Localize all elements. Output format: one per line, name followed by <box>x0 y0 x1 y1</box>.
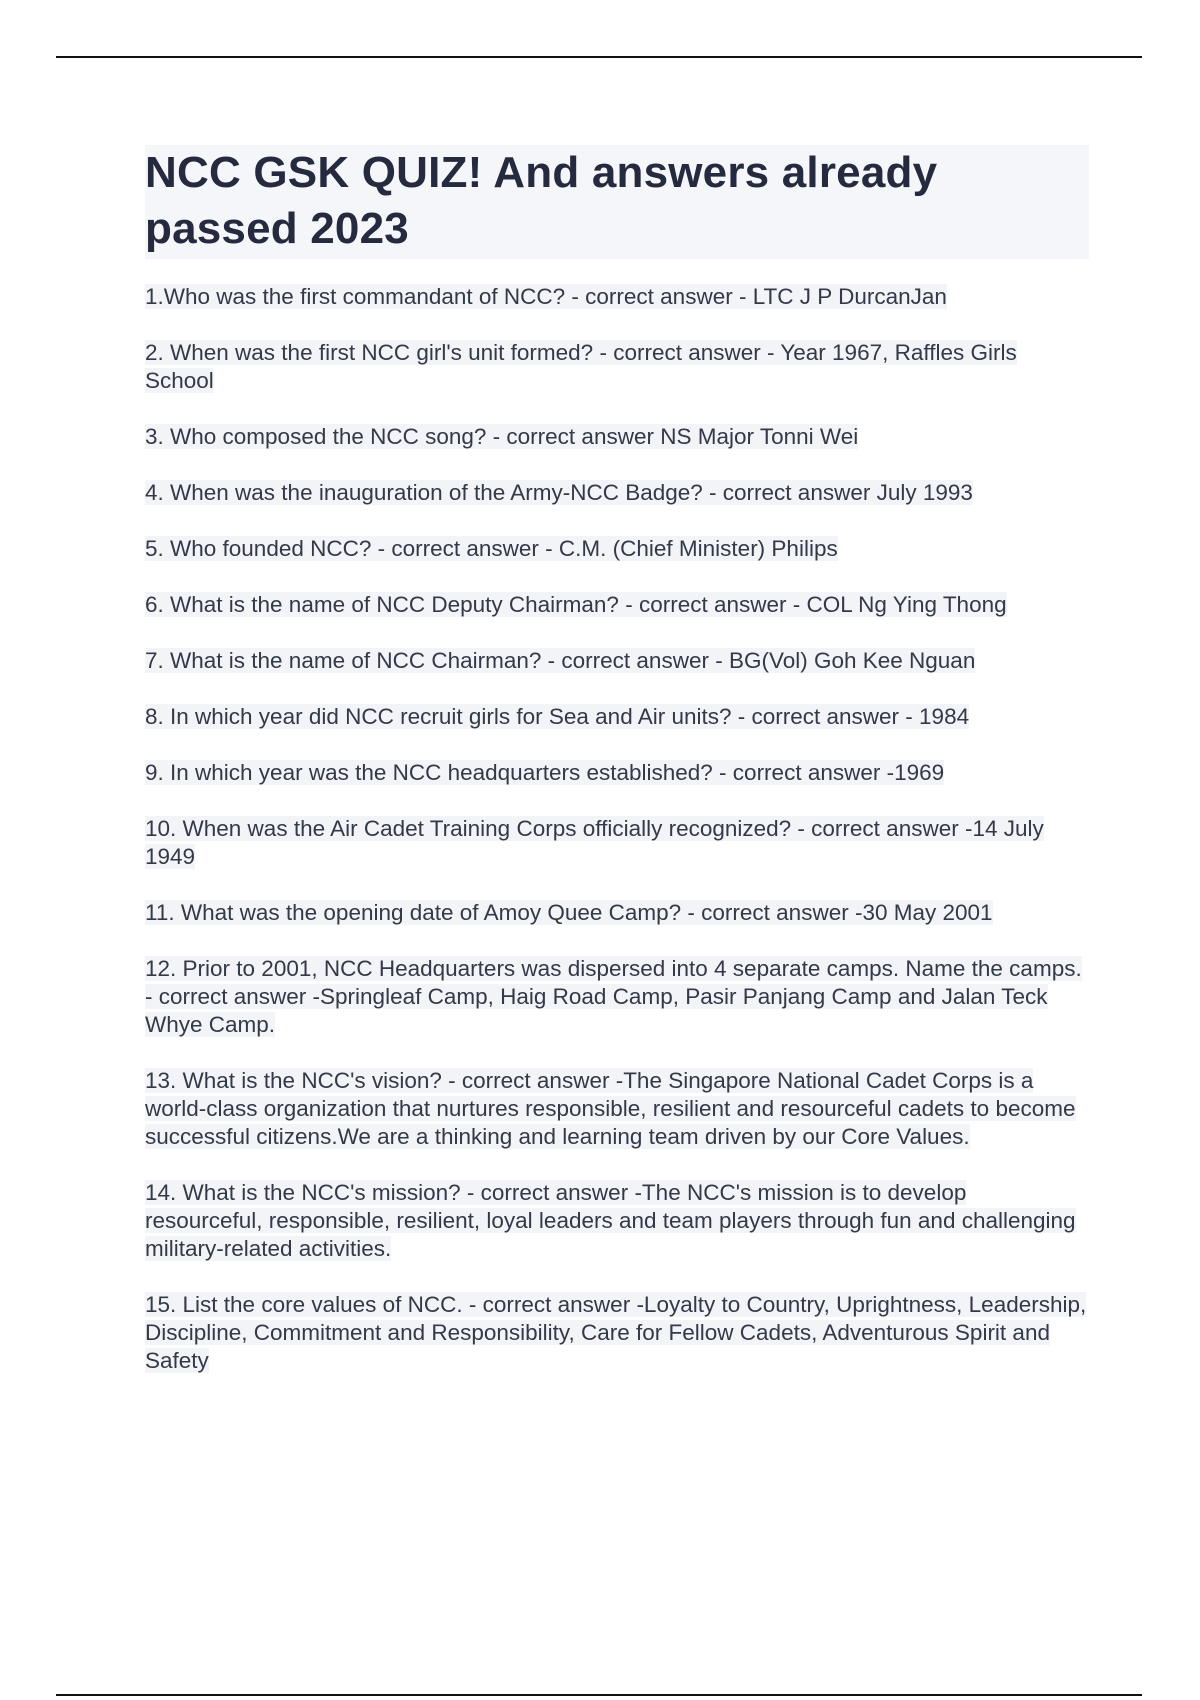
bottom-rule <box>56 1694 1142 1696</box>
qa-text: 7. What is the name of NCC Chairman? - correct answer - BG(Vol) Goh Kee Nguan <box>145 648 976 673</box>
qa-text: 6. What is the name of NCC Deputy Chairman? - correct answer - COL Ng Ying Thong <box>145 592 1007 617</box>
qa-text: 4. When was the inauguration of the Army-NCC Badge? - correct answer July 1993 <box>145 480 973 505</box>
qa-item <box>145 1179 1089 1263</box>
qa-item <box>145 1067 1089 1151</box>
qa-text: 11. What was the opening date of Amoy Quee Camp? - correct answer -30 May 2001 <box>145 900 993 925</box>
qa-text: 14. What is the NCC's mission? - correct answer -The NCC's mission is to develop resourceful, responsible, resilient, loyal leaders and team players through fun and challenging military-related activities. <box>145 1180 1076 1261</box>
qa-item <box>145 1291 1089 1375</box>
qa-item <box>145 479 1089 507</box>
qa-text: 13. What is the NCC's vision? - correct answer -The Singapore National Cadet Corps is a world-class organization that nurtures responsible, resilient and resourceful cadets to become successful citizens.We are a thinking and learning team driven by our Core Values. <box>145 1068 1076 1149</box>
qa-item <box>145 339 1089 395</box>
qa-item <box>145 899 1089 927</box>
qa-list <box>145 283 1089 1375</box>
qa-item <box>145 955 1089 1039</box>
qa-item <box>145 283 1089 311</box>
qa-item <box>145 815 1089 871</box>
qa-item <box>145 535 1089 563</box>
qa-text: 10. When was the Air Cadet Training Corps officially recognized? - correct answer -14 July 1949 <box>145 816 1044 869</box>
qa-item <box>145 591 1089 619</box>
qa-text: 12. Prior to 2001, NCC Headquarters was dispersed into 4 separate camps. Name the camps. - correct answer -Springleaf Camp, Haig Road Camp, Pasir Panjang Camp and Jalan Teck Whye Camp. <box>145 956 1082 1037</box>
document-body <box>145 145 1089 1403</box>
qa-text: 15. List the core values of NCC. - correct answer -Loyalty to Country, Uprightness, Leadership, Discipline, Commitment and Responsibility, Care for Fellow Cadets, Adventurous Spirit and Safety <box>145 1292 1087 1373</box>
qa-text: 3. Who composed the NCC song? - correct answer NS Major Tonni Wei <box>145 424 859 449</box>
qa-item <box>145 647 1089 675</box>
qa-text: 9. In which year was the NCC headquarters established? - correct answer -1969 <box>145 760 945 785</box>
document-title: NCC GSK QUIZ! And answers already passed 2023 <box>145 148 938 253</box>
title-block <box>145 145 1089 259</box>
qa-text: 8. In which year did NCC recruit girls for Sea and Air units? - correct answer - 1984 <box>145 704 970 729</box>
qa-text: 1.Who was the first commandant of NCC? - correct answer - LTC J P DurcanJan <box>145 284 947 309</box>
qa-text: 2. When was the first NCC girl's unit formed? - correct answer - Year 1967, Raffles Girls School <box>145 340 1017 393</box>
qa-item <box>145 423 1089 451</box>
top-rule <box>56 56 1142 58</box>
qa-text: 5. Who founded NCC? - correct answer - C.M. (Chief Minister) Philips <box>145 536 838 561</box>
qa-item <box>145 703 1089 731</box>
qa-item <box>145 759 1089 787</box>
